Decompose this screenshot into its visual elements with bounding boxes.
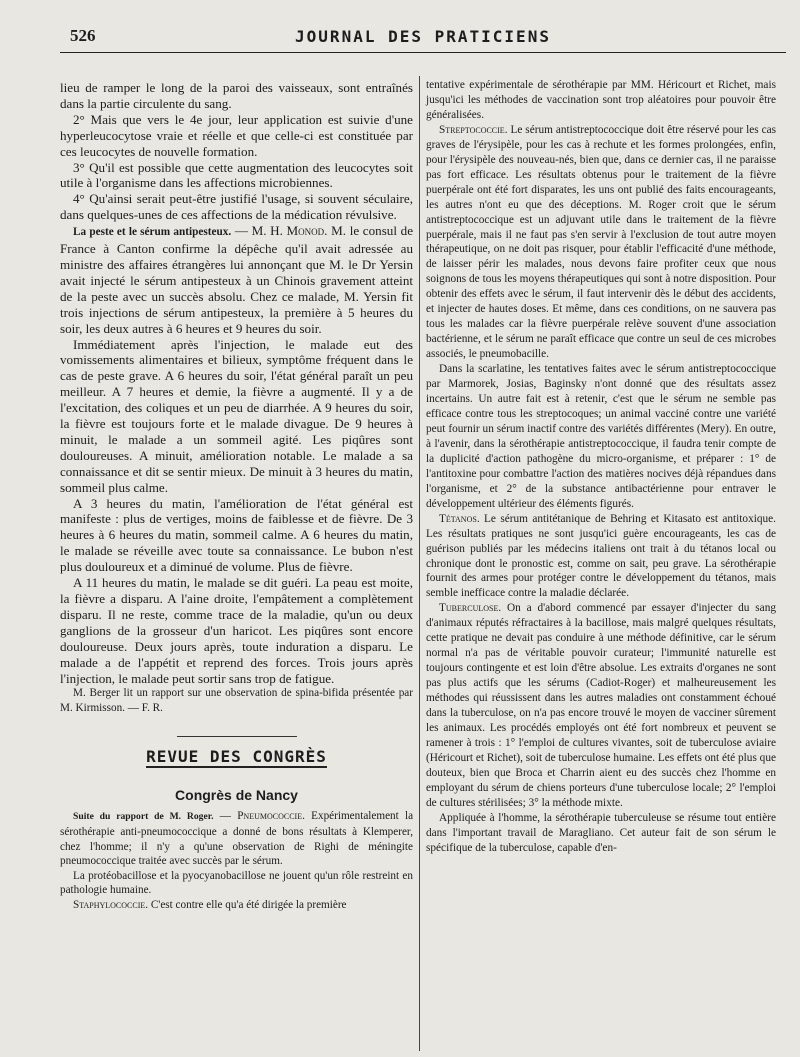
- subheading: Tuberculose.: [439, 602, 502, 615]
- section-title-text: REVUE DES CONGRÈS: [146, 746, 327, 766]
- column-divider: [419, 76, 420, 1051]
- strep-paragraph: [426, 123, 776, 362]
- paragraph-body: On a d'abord commencé par essayer d'injecter du sang d'animaux réputés réfractaires à la bacillose, mais malgré quelques résultats, cette pratique ne devait pas conduire à une méthode définitive, car le sérum normal n'a pas de véritable pouvoir curateur; l'immunité naturelle est toujours contingente et est loin d'être absolue. Les extraits d'organes ne sont pas plus actifs que les sérums (Cadiot-Roger) et malheureusement les méthodes qui réussissent dans les autres maladies ont constamment échoué dans la tuberculose, on n'a pas encore trouvé le moyen de vacciner sûrement les animaux. Les procédés employés ont été fort nombreux et peuvent se ramener à trois : 1° l'emploi de cultures vivantes, soit de tuberculose aviaire (Héricourt et Richet), soit de tuberculose humaine. Les effets ont été plus que douteux, bien que Broca et Charrin aient eu des succès chez l'homme en employant du sérum de chiens porteurs d'une tuberculose locale; 2° l'emploi de cultures stérilisées; 3° la méthode mixte.: [426, 602, 776, 809]
- paragraph-body: M. le consul de France à Canton confirme la dépêche qu'il avait adressée au ministre des affaires étrangères lui annonçant que M. le Dr Yersin avait injecté le sérum antipesteux à un Chinois gravement atteint de la peste avec un succès absolu. Chez ce malade, M. Yersin fit trois injections de sérum antipesteux, la première à 5 heures du soir, les deux autres à 6 heures et 9 heures du soir.: [60, 223, 414, 336]
- subheading: Staphylococcie.: [73, 899, 149, 911]
- right-column: [426, 78, 776, 856]
- paragraph: M. Berger lit un rapport sur une observation de spina-bifida présentée par M. Kirmisson. — F. R.: [60, 687, 413, 715]
- suite-paragraph: [60, 809, 413, 868]
- paragraph: A 3 heures du matin, l'amélioration de l'état général est manifeste : plus de vertiges, moins de faiblesse et de fièvre. De 3 heures à 6 heures du matin, sommeil calme. A 6 heures du matin, le malade se réveille avec toute sa connaissance. Le bubon n'est plus douloureux et a diminué de volume. Plus de fièvre.: [60, 495, 413, 575]
- tuberculose-paragraph: [426, 601, 776, 810]
- subheading: Tétanos.: [439, 512, 480, 525]
- paragraph-body: C'est contre elle qu'a été dirigée la première: [150, 899, 347, 911]
- paragraph-body: Le sérum antitétanique de Behring et Kitasato est antitoxique. Les résultats pratiques ne sont jusqu'ici guère encourageants, les cas de guérison publiés par les médecins italiens ont trait à du tétanos local ou chronique dont le pronostic est, comme on sait, peu grave. La sérothérapie fournit des armes pour protéger contre le développement du tétanos, mais semble inefficace contre la maladie déclarée.: [426, 512, 777, 600]
- paragraph: lieu de ramper le long de la paroi des vaisseaux, sont entraînés dans la partie circulente du sang.: [60, 80, 413, 111]
- paragraph: 3° Qu'il est possible que cette augmentation des leucocytes soit utile à l'organisme dans les affections microbiennes.: [60, 159, 413, 191]
- subheading: — Pneumococcie.: [219, 810, 305, 823]
- paragraph: 2° Mais que vers le 4e jour, leur application est suivie d'une hyperleucocytose vraie et réelle et que celle-ci est constituée par ces leucocytes de nouvelle formation.: [60, 111, 413, 159]
- run-in-heading: La peste et le sérum antipesteux.: [73, 226, 232, 239]
- journal-title: JOURNAL DES PRATICIENS: [295, 27, 551, 46]
- paragraph: La protéobacillose et la pyocyanobacillose ne jouent qu'un rôle restreint en pathologie humaine.: [60, 869, 413, 897]
- tetanos-paragraph: [426, 512, 776, 602]
- congress-title: Congrès de Nancy: [175, 786, 298, 803]
- subheading: Streptococcie.: [439, 123, 508, 136]
- section-title: [60, 746, 413, 768]
- paragraph: A 11 heures du matin, le malade se dit guéri. La peau est moite, la fièvre a disparu. A l'aine droite, l'empâtement a complètement disparu. Il ne reste, comme trace de la maladie, qu'un ou deux ganglions de la grosseur d'un haricot. Les piqûres sont encore douloureuse. Deux jours après, toute induration a disparu. Le malade a de l'appétit et reprend des forces. Trois jours après l'injection, le malade peut sortir sans trop de fatigue.: [60, 575, 413, 686]
- run-in-heading: Suite du rapport de M. Roger.: [73, 811, 214, 823]
- peste-paragraph: [60, 223, 413, 336]
- staph-paragraph: [60, 898, 413, 913]
- paragraph-body: Le sérum antistreptococcique doit être réservé pour les cas graves de l'érysipèle, pour les cas à rechute et les formes prolongées, enfin, pour l'érysipèle des nouveau-nés, bien que, dans ce dernier cas, il ne paraisse pas fort efficace. Les résultats obtenus pour le traitement de la fièvre puerpérale ont été fort disparates, les uns ont publié des faits encourageants, les autres n'ont eu que des déceptions. M. Roger croit que le sérum antistreptococcique est un adjuvant utile dans le traitement de la fièvre puerpérale, mais il ne faut pas s'en servir à l'exclusion de tout autre moyen thérapeutique, on ne doit pas risquer, pour établir l'efficacité d'une méthode, de laisser périr les malades, nous devons faire profiter ceux que nous soignons de tous les moyens thérapeutiques qui sont à notre disposition. Pour obtenir des effets avec le sérum, il faut intervenir dès le début des accidents, et injecter de hautes doses. Et même, dans ces conditions, on ne sauvera pas tous les malades car la fièvre puerpérale relève souvent d'une association bactérienne, et le sérum ne paraît efficace que contre un seul de ces microbes associés, le pneumobacille.: [426, 123, 776, 361]
- author-name: — M. H. Monod.: [234, 223, 328, 239]
- page-header: [60, 18, 786, 53]
- left-column: [60, 80, 413, 913]
- paragraph: Appliquée à l'homme, la sérothérapie tuberculeuse se résume tout entière dans l'important travail de Maragliano. Cet auteur fait de son sérum le spécifique de la tuberculose, capable d'en-: [426, 811, 776, 854]
- paragraph: Immédiatement après l'injection, le malade eut des vomissements alimentaires et bilieux, symptôme fréquent dans le cas de peste grave. A 6 heures du soir, l'état général paraît un peu meilleur. A 7 heures et demie, la fièvre a augmenté. Il y a de l'excitation, des coliques et un peu de diarrhée. A 9 heures du soir, la fièvre est toujours forte et le malade divague. De 9 heures à minuit, le malade a un sommeil agité. Les piqûres sont douloureuses. A minuit, amélioration notable. Le malade a sa connaissance et dit se sentir mieux. De minuit à 3 heures du matin, sommeil plus calme.: [60, 336, 413, 495]
- paragraph-body: Expérimentalement la sérothérapie anti-pneumococcique a donné de bons résultats à Klemperer, chez l'homme; il n'y a qu'une observation de Righi de méningite pneumococcique traitée avec succès par le sérum.: [60, 810, 414, 868]
- separator-rule: [177, 736, 297, 737]
- paragraph: tentative expérimentale de sérothérapie par MM. Héricourt et Richet, mais jusqu'ici les méthodes de vaccination sont trop aléatoires pour pouvoir être généralisées.: [426, 79, 776, 121]
- paragraph: 4° Qu'ainsi serait peut-être justifié l'usage, si souvent séculaire, dans quelques-unes de ces affections de la médication révulsive.: [60, 191, 413, 223]
- paragraph: Dans la scarlatine, les tentatives faites avec le sérum antistreptococcique par Marmorek, Josias, Baginsky n'ont donné que des résultats assez incertains. Un autre fait est à retenir, c'est que le sérum ne semble pas efficace contre tous les streptocoques; un animal vacciné contre une variété peut fournir un sérum inactif contre des variétés différentes (Mery). En outre, à l'avenir, dans la sérothérapie antistreptococcique, il faudra tenir compte de la duplicité d'action pathogène du micro-organisme, et préparer : 1° de l'antitoxine pour combattre l'action des matières nocives déjà répandues dans l'organisme, et 2° de la substance antibactérienne pour entraver le développement ultérieur des éléments figurés.: [426, 363, 776, 510]
- page-number: 526: [70, 26, 96, 45]
